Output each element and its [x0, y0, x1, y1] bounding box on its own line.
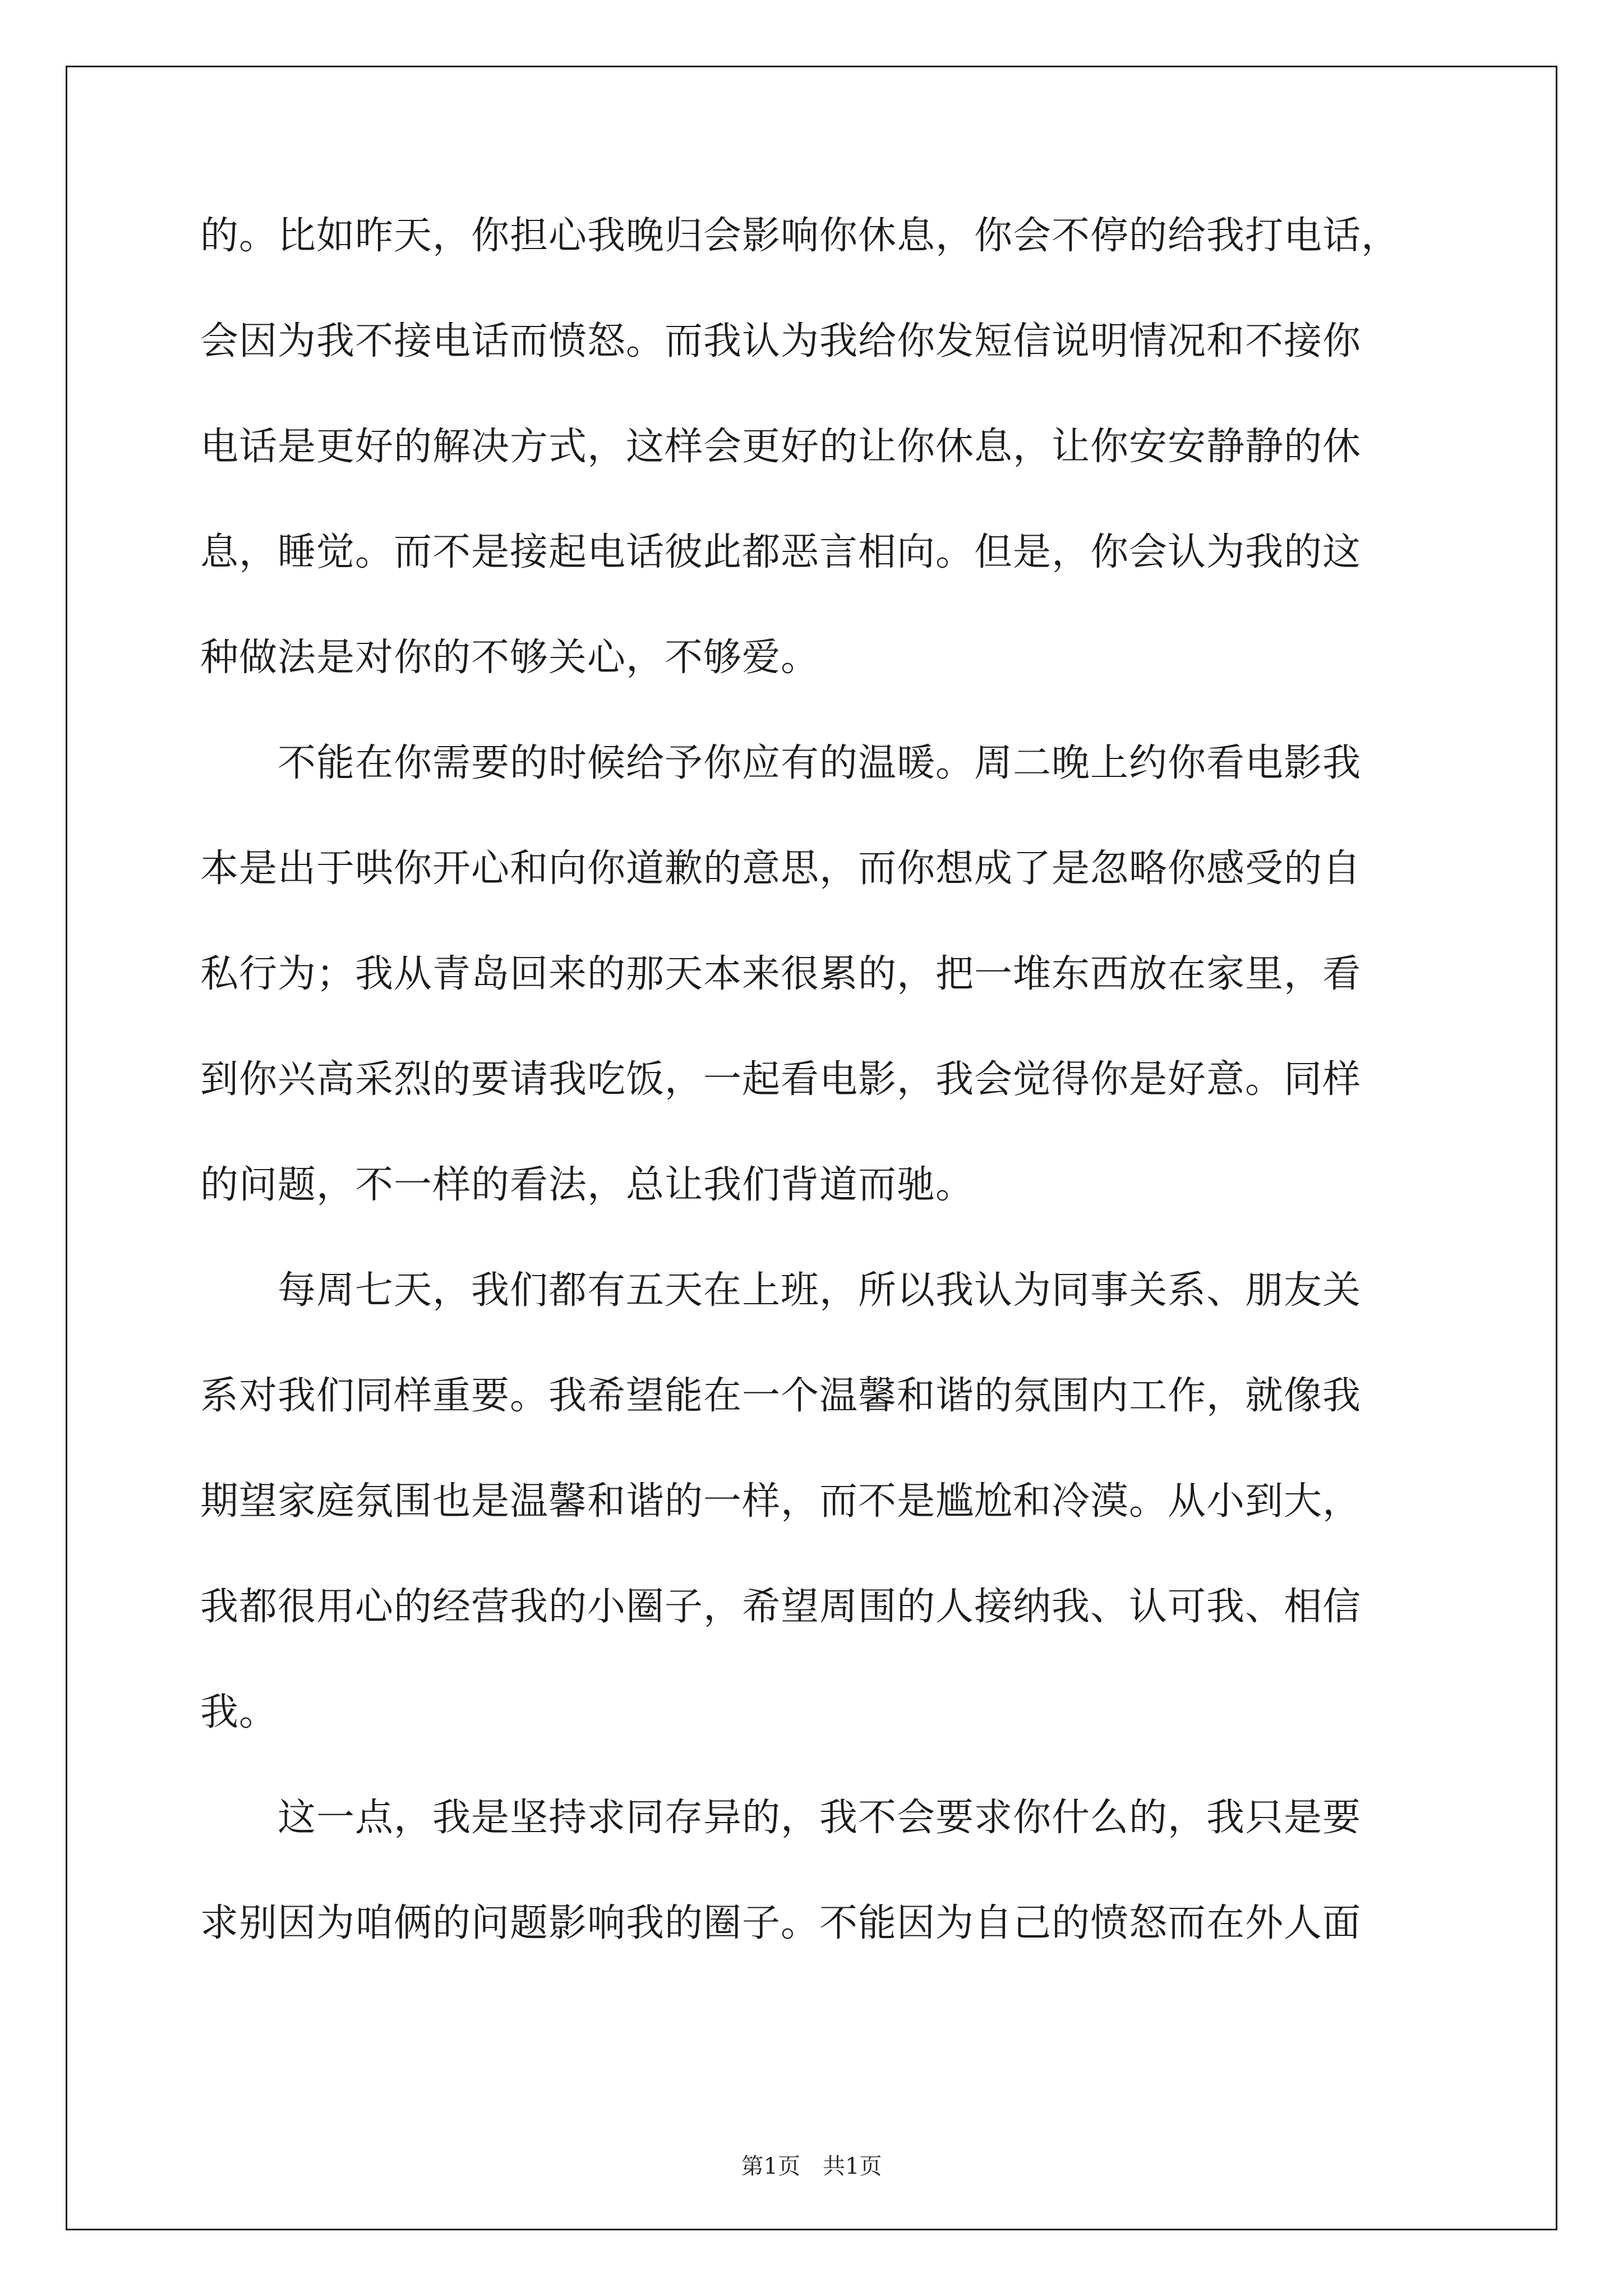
text-line: 求别因为咱俩的问题影响我的圈子。不能因为自己的愤怒而在外人面	[200, 1901, 1362, 1945]
paragraph	[200, 740, 1434, 1268]
page-number: 第1页	[741, 2154, 800, 2179]
text-line: 不能在你需要的时候给予你应有的温暖。周二晚上约你看电影我	[200, 741, 1362, 785]
paragraph	[200, 1795, 1434, 2006]
text-line: 会因为我不接电话而愤怒。而我认为我给你发短信说明情况和不接你	[200, 319, 1362, 364]
text-line: 我都很用心的经营我的小圈子，希望周围的人接纳我、认可我、相信	[200, 1585, 1362, 1629]
paragraph	[200, 1268, 1434, 1795]
text-line: 这一点，我是坚持求同存异的，我不会要求你什么的，我只是要	[200, 1796, 1362, 1840]
text-line: 系对我们同样重要。我希望能在一个温馨和谐的氛围内工作，就像我	[200, 1374, 1362, 1418]
text-line: 私行为；我从青岛回来的那天本来很累的，把一堆东西放在家里，看	[200, 952, 1362, 996]
text-line: 的。比如昨天，你担心我晚归会影响你休息，你会不停的给我打电话，	[200, 214, 1400, 258]
text-line: 息，睡觉。而不是接起电话彼此都恶言相向。但是，你会认为我的这	[200, 530, 1362, 574]
text-line: 到你兴高采烈的要请我吃饭，一起看电影，我会觉得你是好意。同样	[200, 1057, 1362, 1102]
page-total: 共1页	[823, 2154, 882, 2179]
text-line: 期望家庭氛围也是温馨和谐的一样，而不是尴尬和冷漠。从小到大，	[200, 1479, 1362, 1524]
text-line: 种做法是对你的不够关心，不够爱。	[200, 636, 820, 680]
text-line: 的问题，不一样的看法，总让我们背道而驰。	[200, 1163, 975, 1207]
text-line: 我。	[200, 1690, 278, 1734]
text-line: 每周七天，我们都有五天在上班，所以我认为同事关系、朋友关	[200, 1268, 1362, 1313]
text-line: 电话是更好的解决方式，这样会更好的让你休息，让你安安静静的休	[200, 425, 1362, 469]
text-line: 本是出于哄你开心和向你道歉的意思，而你想成了是忽略你感受的自	[200, 846, 1362, 891]
paragraph	[200, 213, 1434, 740]
page-footer	[0, 2153, 1623, 2180]
document-body	[200, 213, 1434, 2006]
